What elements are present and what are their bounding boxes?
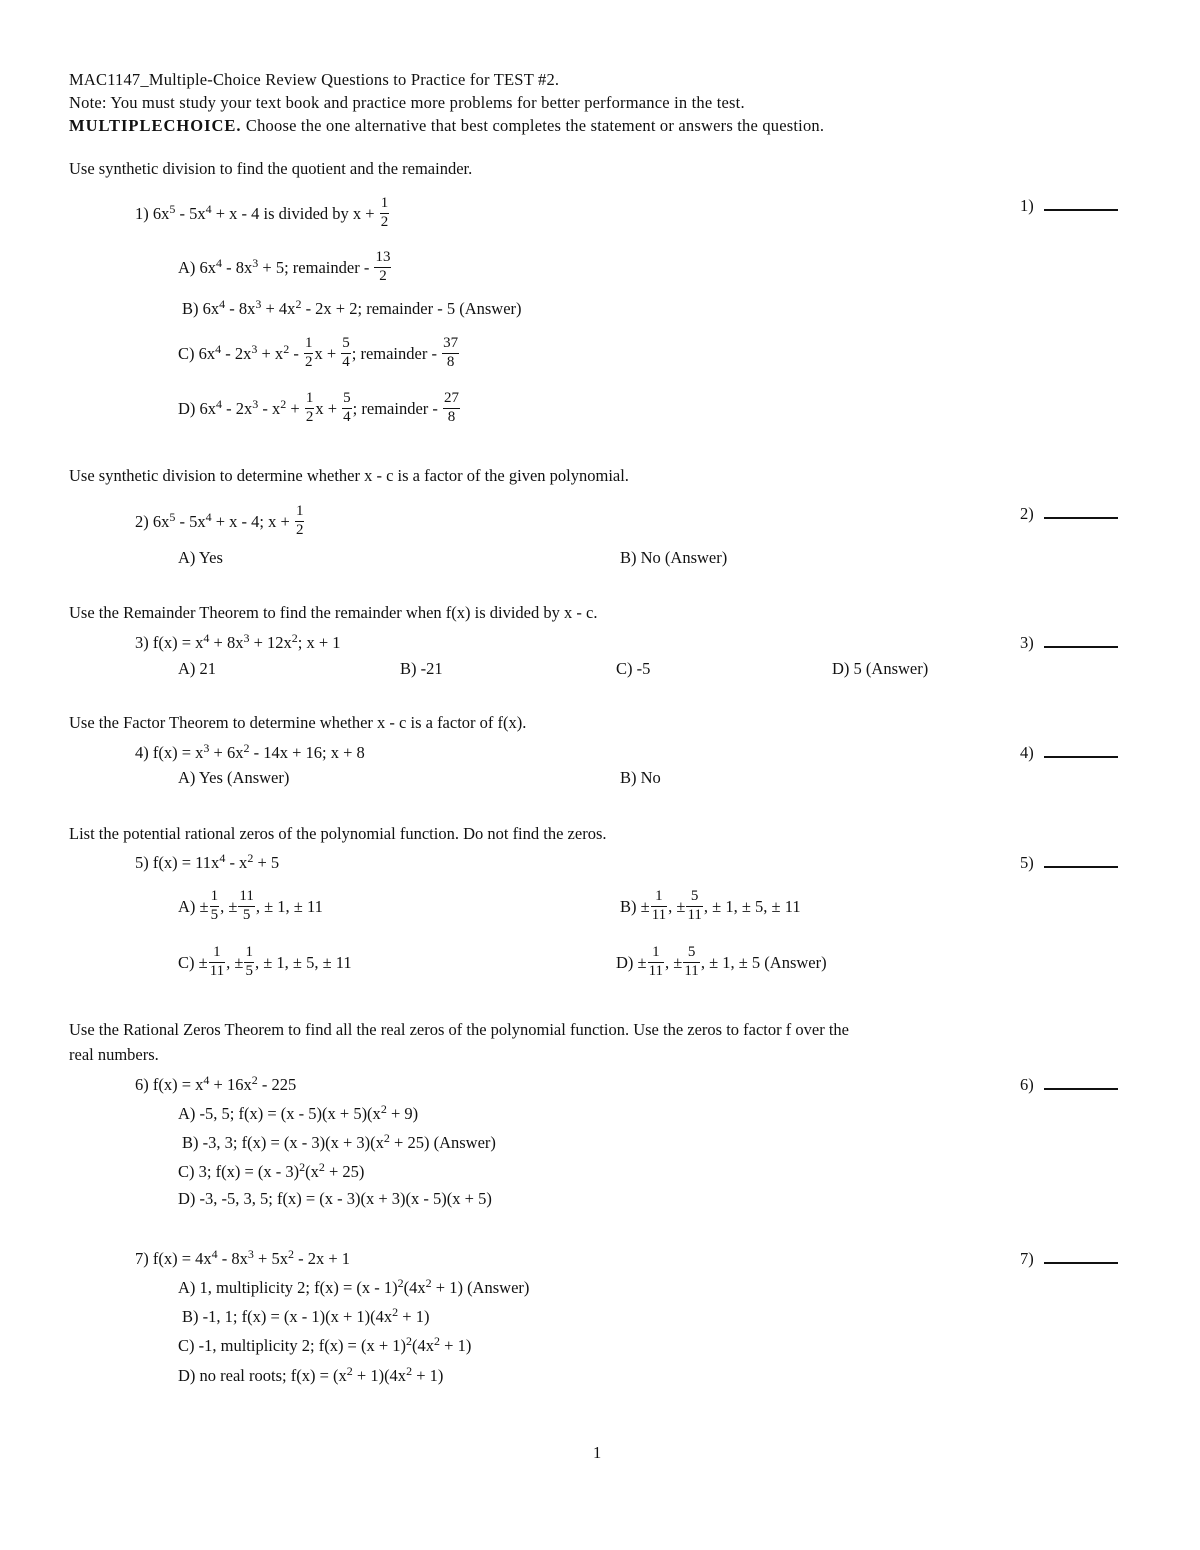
- option-5a: A) ± $\frac{1}{5}$ , ± $\frac{11}{5}$ , ± 1, ± 11: [178, 888, 323, 923]
- section-instruction: Use the Rational Zeros Theorem to find all the real zeros of the polynomial function. Use the zeros to factor f over the: [69, 1020, 849, 1039]
- question-5: 5) $f(x) = 11x^4 - x^2 + 5$: [135, 851, 280, 872]
- question-7: 7) $f(x) = 4x^4 - 8x^3 + 5x^2 - 2x + 1$: [135, 1247, 351, 1268]
- term: - 5x: [175, 204, 206, 224]
- option-6c: C) 3; $f(x) = (x - 3)^2(x^2 + 25)$: [178, 1160, 365, 1181]
- answer-slot-1[interactable]: [1020, 198, 1118, 215]
- fraction: $\frac{5}{11}$: [687, 888, 702, 923]
- answer-label: 6): [1020, 1075, 1034, 1094]
- mc-label: MULTIPLECHOICE.: [69, 116, 242, 135]
- fraction: $\frac{5}{4}$: [343, 390, 351, 425]
- section-instruction-cont: real numbers.: [69, 1045, 159, 1064]
- answer-label: 3): [1020, 633, 1034, 652]
- option-3b: B) -21: [400, 659, 443, 678]
- answer-blank[interactable]: [1044, 755, 1118, 758]
- answer-slot-6[interactable]: [1020, 1077, 1118, 1094]
- fraction: $\frac{11}{5}$: [239, 888, 254, 923]
- section-instruction: Use synthetic division to determine whether x - c is a factor of the given polynomial.: [69, 466, 629, 485]
- option-7a: A) 1, multiplicity 2; $f(x) = (x - 1)^2(4x^2 + 1)$ (Answer): [178, 1276, 530, 1297]
- option-4b: B) No: [620, 768, 661, 787]
- option-4a: A) Yes (Answer): [178, 768, 290, 787]
- fraction: $\frac{1}{2}$: [380, 195, 389, 230]
- answer-slot-4[interactable]: [1020, 745, 1118, 762]
- page-number: 1: [593, 1443, 602, 1462]
- option-3d: D) 5 (Answer): [832, 659, 929, 678]
- question-number: 7): [135, 1249, 149, 1268]
- section-instruction: List the potential rational zeros of the polynomial function. Do not find the zeros.: [69, 824, 607, 843]
- exponent: 5: [169, 202, 176, 217]
- option-5b: B) ± $\frac{1}{11}$ , ± $\frac{5}{11}$ , ± 1, ± 5, ± 11: [620, 888, 801, 923]
- answer-label: 7): [1020, 1249, 1034, 1268]
- option-1d: D) $6x^4 - 2x^3 - x^2$ + $\frac{1}{2}$ x + $\frac{5}{4}$ ; remainder - $\frac{27}{8}$: [178, 390, 460, 425]
- question-2: 2) $6x^5 - 5x^4 + x - 4$; x + $\frac{1}{2}$: [135, 503, 304, 538]
- option-6a: A) -5, 5; $f(x) = (x - 5)(x + 5)(x^2 + 9)$: [178, 1102, 419, 1123]
- answer-label: 2): [1020, 504, 1034, 523]
- fraction: $\frac{1}{2}$: [304, 335, 313, 370]
- answer-slot-5[interactable]: [1020, 855, 1118, 872]
- answer-slot-2[interactable]: [1020, 506, 1118, 523]
- fraction: $\frac{1}{11}$: [648, 944, 664, 979]
- answer-label: 5): [1020, 853, 1034, 872]
- answer-blank[interactable]: [1044, 208, 1118, 211]
- document-title: MAC1147_Multiple-Choice Review Questions to Practice for TEST #2.: [69, 70, 560, 89]
- question-6: 6) $f(x) = x^4 + 16x^2 - 225$: [135, 1073, 297, 1094]
- study-note: Note: You must study your text book and practice more problems for better performance in the test.: [69, 93, 745, 112]
- question-number: 6): [135, 1075, 149, 1094]
- section-instruction: Use synthetic division to find the quotient and the remainder.: [69, 159, 473, 178]
- fraction: $\frac{5}{4}$: [342, 335, 350, 370]
- section-instruction: Use the Remainder Theorem to find the remainder when f(x) is divided by x - c.: [69, 603, 598, 622]
- option-2b: B) No (Answer): [620, 548, 728, 567]
- option-1c: C) $6x^4 - 2x^3 + x^2$ - $\frac{1}{2}$ x + $\frac{5}{4}$ ; remainder - $\frac{37}{8}$: [178, 335, 459, 370]
- answer-blank[interactable]: [1044, 645, 1118, 648]
- fraction: $\frac{1}{2}$: [305, 390, 314, 425]
- exponent: 4: [205, 202, 212, 217]
- question-4: 4) $f(x) = x^3 + 6x^2 - 14x + 16$; x + 8: [135, 741, 365, 762]
- answer-slot-3[interactable]: [1020, 635, 1118, 652]
- answer-label: 4): [1020, 743, 1034, 762]
- answer-blank[interactable]: [1044, 1087, 1118, 1090]
- answer-blank[interactable]: [1044, 1261, 1118, 1264]
- fraction: $\frac{1}{5}$: [245, 944, 253, 979]
- answer-label: 1): [1020, 196, 1034, 215]
- option-5d: D) ± $\frac{1}{11}$ , ± $\frac{5}{11}$ , ± 1, ± 5 (Answer): [616, 944, 827, 979]
- fraction: $\frac{5}{11}$: [684, 944, 699, 979]
- question-number: 3): [135, 633, 149, 652]
- answer-blank[interactable]: [1044, 516, 1118, 519]
- question-number: 5): [135, 853, 149, 872]
- section-instruction: Use the Factor Theorem to determine whether x - c is a factor of f(x).: [69, 713, 527, 732]
- question-number: 4): [135, 743, 149, 762]
- fraction: $\frac{37}{8}$: [443, 335, 459, 370]
- question-number: 2): [135, 512, 149, 532]
- option-6b: B) -3, 3; $f(x) = (x - 3)(x + 3)(x^2 + 25)$ (Answer): [182, 1131, 496, 1152]
- question-number: 1): [135, 204, 149, 224]
- fraction: $\frac{1}{11}$: [651, 888, 667, 923]
- option-7d: D) no real roots; $f(x) = (x^2 + 1)(4x^2 + 1)$: [178, 1364, 444, 1385]
- option-2a: A) Yes: [178, 548, 223, 567]
- fraction: $\frac{1}{11}$: [209, 944, 225, 979]
- option-3a: A) 21: [178, 659, 217, 678]
- mc-instruction-line: [69, 118, 824, 135]
- question-1: [135, 195, 390, 233]
- mc-instruction: Choose the one alternative that best completes the statement or answers the question.: [245, 116, 825, 135]
- fraction: $\frac{27}{8}$: [444, 390, 460, 425]
- option-7b: B) -1, 1; $f(x) = (x - 1)(x + 1)(4x^2 + 1)$: [182, 1305, 430, 1326]
- fraction: $\frac{13}{2}$: [375, 249, 391, 284]
- option-1b: B) $6x^4 - 8x^3 + 4x^2 - 2x + 2$; remainder - 5 (Answer): [182, 297, 522, 318]
- term: 6x: [152, 204, 170, 224]
- option-6d: D) -3, -5, 3, 5; f(x) = (x - 3)(x + 3)(x - 5)(x + 5): [178, 1189, 492, 1208]
- term: + x - 4 is divided by x +: [211, 204, 375, 224]
- option-3c: C) -5: [616, 659, 651, 678]
- option-5c: C) ± $\frac{1}{11}$ , ± $\frac{1}{5}$ , ± 1, ± 5, ± 11: [178, 944, 352, 979]
- answer-blank[interactable]: [1044, 865, 1118, 868]
- option-1a: A) $6x^4 - 8x^3 + 5$; remainder - $\frac{13}{2}$: [178, 249, 391, 284]
- answer-slot-7[interactable]: [1020, 1251, 1118, 1268]
- option-7c: C) -1, multiplicity 2; $f(x) = (x + 1)^2(4x^2 + 1)$: [178, 1334, 472, 1355]
- fraction: $\frac{1}{5}$: [210, 888, 219, 923]
- question-3: 3) $f(x) = x^4 + 8x^3 + 12x^2$; x + 1: [135, 631, 341, 652]
- fraction: $\frac{1}{2}$: [295, 503, 304, 538]
